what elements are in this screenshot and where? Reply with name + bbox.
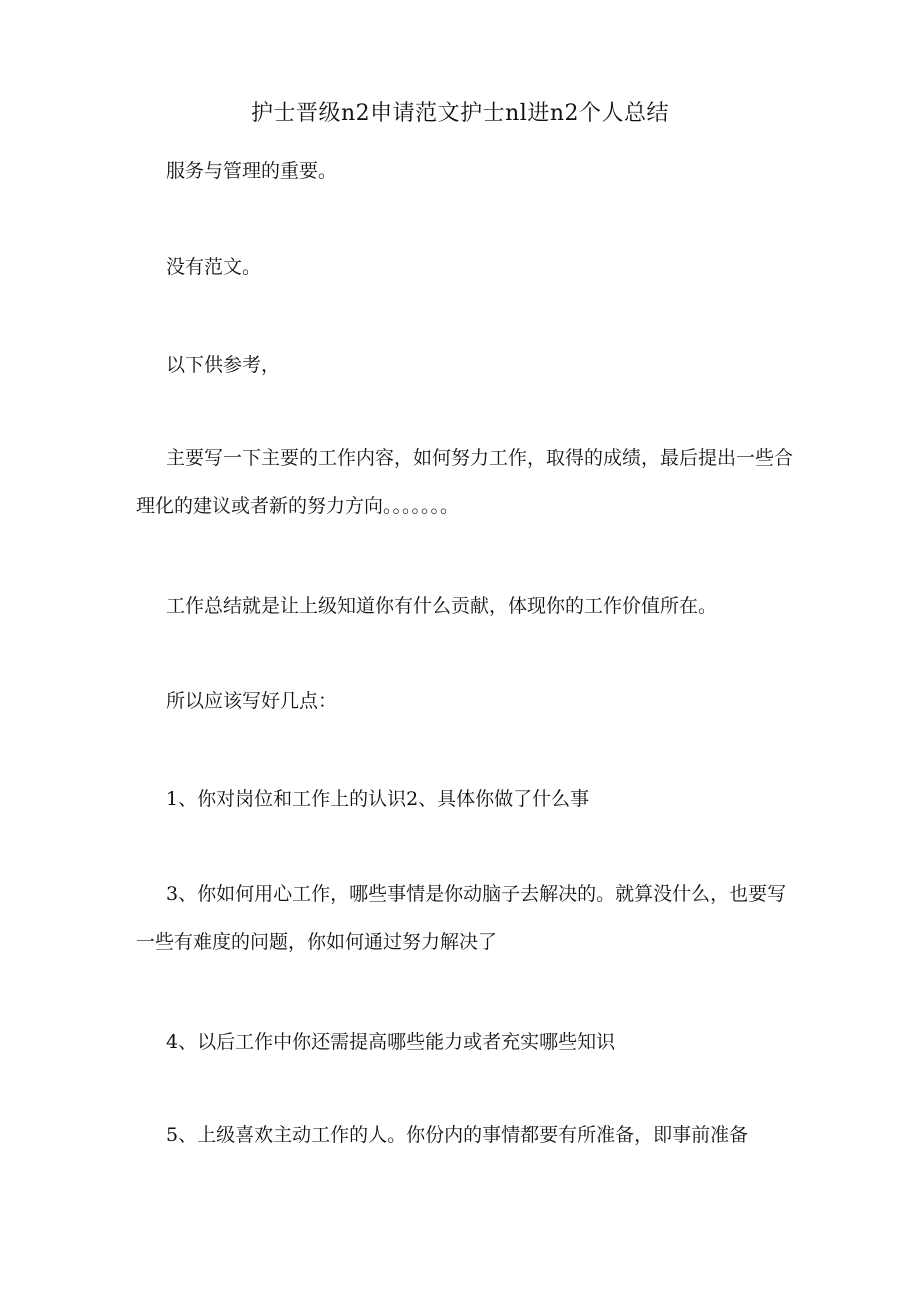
paragraph-1: 服务与管理的重要。 <box>166 160 338 182</box>
paragraph-6: 所以应该写好几点： <box>166 690 338 712</box>
paragraph-5: 工作总结就是让上级知道你有什么贡献，体现你的工作价值所在。 <box>166 595 718 617</box>
paragraph-7: 1、你对岗位和工作上的认识2、具体你做了什么事 <box>166 788 590 810</box>
paragraph-4: 主要写一下主要的工作内容，如何努力工作，取得的成绩，最后提出一些合理化的建议或者新的努力方向。。。。。。。 <box>136 447 794 517</box>
paragraph-8: 3、你如何用心工作，哪些事情是你动脑子去解决的。就算没什么，也要写一些有难度的问题，你如何通过努力解决了 <box>136 883 787 953</box>
paragraph-2: 没有范文。 <box>166 256 262 278</box>
paragraph-10: 5、上级喜欢主动工作的人。你份内的事情都要有所准备，即事前准备 <box>166 1124 749 1146</box>
paragraph-3: 以下供参考， <box>166 354 281 376</box>
document-title: 护士晋级n2申请范文护士nl进n2个人总结 <box>250 101 670 126</box>
paragraph-9: 4、以后工作中你还需提高哪些能力或者充实哪些知识 <box>166 1031 616 1053</box>
